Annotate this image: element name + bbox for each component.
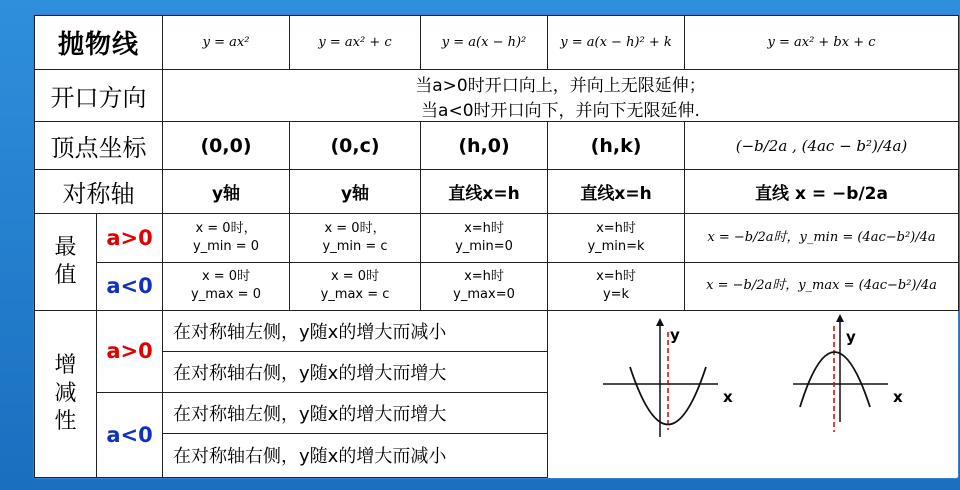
extreme-neg-cell: x=h时 y=k [548,262,685,310]
downward-curve [800,352,870,407]
extreme-neg-cell: x = 0时 y_max = 0 [163,262,290,310]
x-axis-label: x [723,388,733,407]
form-vertex: y = a(x − h)² + k [548,16,685,70]
x-axis-label: x [893,388,903,407]
form-shifted-c: y = ax² + c [290,16,421,70]
axis-value: 直线x=h [548,170,685,214]
form-vertex-origin: y = ax² [163,16,290,70]
axis-value: y轴 [290,170,421,214]
extreme-pos-cell: x = −b/2a时，y_min = (4ac−b²)/4a [685,214,959,262]
extreme-pos-cell: x = 0时， y_min = c [290,214,421,262]
monotonic-row: 在对称轴左侧，y随x的增大而增大 [163,392,548,433]
axis-value: y轴 [163,170,290,214]
monotonic-pos-label: a>0 [97,310,163,392]
y-axis-label: y [670,326,681,345]
monotonic-neg-label: a<0 [97,392,163,477]
extreme-pos-cell: x = 0时， y_min = 0 [163,214,290,262]
extreme-neg-cell: x=h时 y_max=0 [421,262,548,310]
axis-value: 直线 x = −b/2a [685,170,959,214]
vertex-value: (h,k) [548,122,685,170]
monotonic-label: 增 减 性 [35,310,97,477]
y-axis-label: y [846,328,857,347]
extreme-pos-cell: x=h时 y_min=k [548,214,685,262]
vertex-label: 顶点坐标 [35,122,163,170]
vertex-value: (h,0) [421,122,548,170]
header-label: 抛物线 [35,16,163,70]
form-shifted-h: y = a(x − h)² [421,16,548,70]
vertex-value: (0,0) [163,122,290,170]
extreme-pos-cell: x=h时 y_min=0 [421,214,548,262]
downward-parabola-graph [793,314,903,432]
parabola-graphs-svg [548,312,958,472]
monotonic-row: 在对称轴右侧，y随x的增大而减小 [163,433,548,477]
vertex-value: (−b/2a , (4ac − b²)/4a) [685,122,959,170]
opening-line-2: 当a<0时开口向下，并向下无限延伸. [421,100,700,121]
axis-value: 直线x=h [421,170,548,214]
extreme-neg-cell: x = 0时 y_max = c [290,262,421,310]
monotonic-row: 在对称轴右侧，y随x的增大而增大 [163,351,548,392]
upward-parabola-graph [603,318,733,437]
property-table [33,14,959,479]
parabola-graphs [548,310,959,477]
extreme-neg-cell: x = −b/2a时，y_max = (4ac−b²)/4a [685,262,959,310]
extreme-label: 最 值 [35,214,97,310]
opening-line-1: 当a>0时开口向上，并向上无限延伸； [415,75,706,96]
monotonic-row: 在对称轴左侧，y随x的增大而减小 [163,310,548,351]
opening-label: 开口方向 [35,70,163,122]
y-arrow-icon [836,314,844,322]
y-arrow-icon [656,318,664,326]
form-general: y = ax² + bx + c [685,16,959,70]
vertex-value: (0,c) [290,122,421,170]
extreme-pos-label: a>0 [97,214,163,262]
extreme-neg-label: a<0 [97,262,163,310]
axis-label: 对称轴 [35,170,163,214]
